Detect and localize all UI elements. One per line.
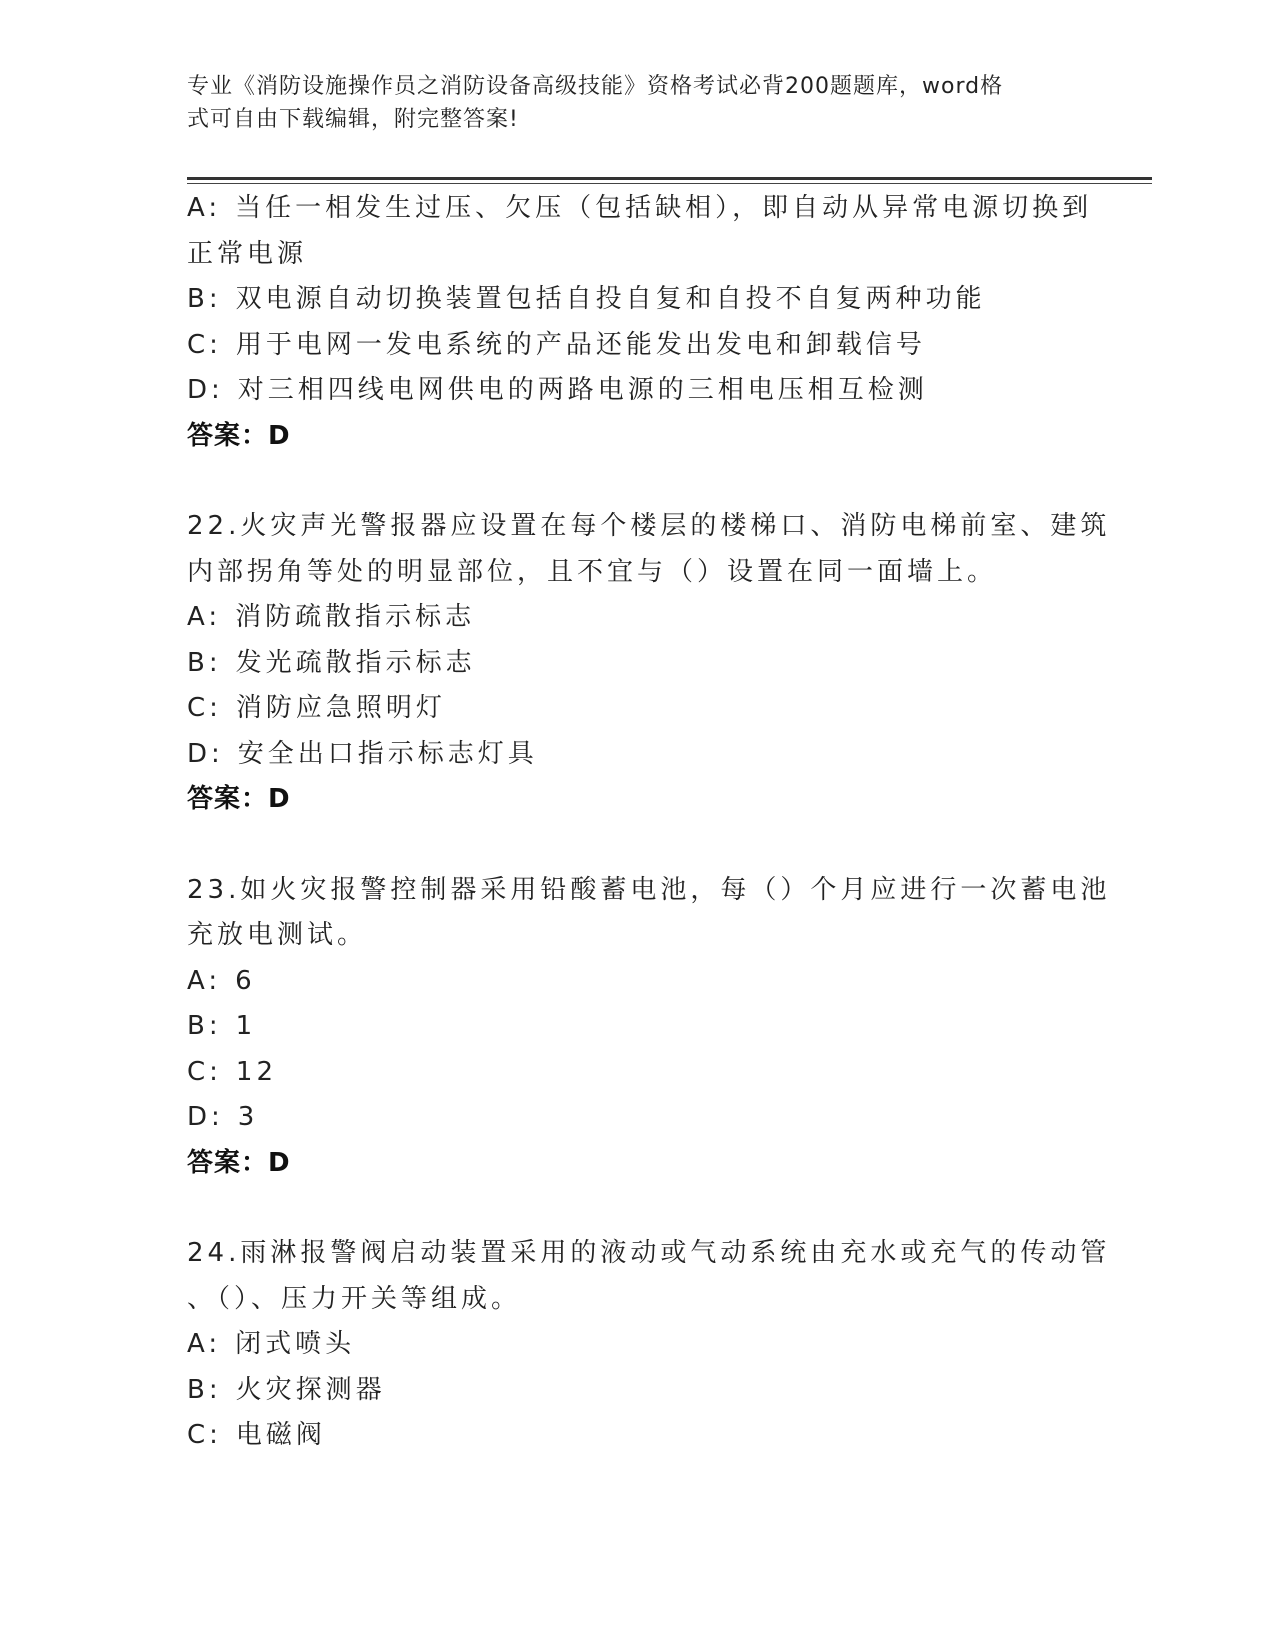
answer-line: 答案：D [187,784,291,814]
question-21-continued [187,186,1092,459]
option-text: 双电源自动切换装置包括自投自复和自投不自复两种功能 [235,284,986,314]
question-23 [187,868,1111,1187]
option-label: D: [187,375,224,405]
header-line-1: 专业《消防设施操作员之消防设备高级技能》资格考试必背200题题库，word格 [187,74,1004,99]
question-stem: 22.火灾声光警报器应设置在每个楼层的楼梯口、消防电梯前室、建筑 [187,511,1111,541]
option-label: C: [187,329,222,360]
option-d [187,368,1092,414]
option-text: 12 [235,1056,278,1087]
question-stem-continued: 内部拐角等处的明显部位，且不宜与（）设置在同一面墙上。 [187,556,998,587]
option-text: 发光疏散指示标志 [235,647,476,678]
option-label: A: [187,602,222,632]
option-c [187,686,1092,732]
option-text: 3 [237,1102,259,1132]
option-a-continued [187,232,1092,278]
option-text: 电磁阀 [235,1420,326,1450]
option-a [187,186,1092,232]
option-text: 正常电源 [187,238,308,269]
answer-line: 答案：D [187,420,291,451]
question-list [187,186,1111,1459]
option-label: A: [187,965,222,996]
option-text: 当任一相发生过压、欠压（包括缺相），即自动从异常电源切换到 [235,193,1093,223]
option-text: 安全出口指示标志灯具 [237,738,538,769]
option-b [187,1004,1092,1050]
option-text: 消防应急照明灯 [235,693,446,723]
option-text: 闭式喷头 [235,1329,356,1359]
option-c [187,323,1092,369]
document-header [187,70,1067,136]
option-label: A: [187,193,222,223]
option-text: 6 [235,965,256,996]
header-line-2: 式可自由下载编辑，附完整答案! [187,107,519,132]
option-label: C: [187,693,222,723]
option-label: D: [187,1102,224,1132]
option-text: 对三相四线电网供电的两路电源的三相电压相互检测 [237,375,928,405]
question-stem: 24.雨淋报警阀启动装置采用的液动或气动系统由充水或充气的传动管 [187,1238,1111,1268]
option-text: 消防疏散指示标志 [235,602,476,632]
option-b [187,277,1092,323]
option-b [187,641,1092,687]
option-label: C: [187,1420,222,1450]
option-label: B: [187,647,222,678]
option-label: B: [187,1374,222,1405]
option-a [187,959,1092,1005]
option-d [187,732,1092,778]
option-label: A: [187,1329,222,1359]
option-text: 火灾探测器 [235,1374,386,1405]
option-a [187,595,1092,641]
question-24 [187,1231,1111,1459]
question-stem-continued: 、（）、压力开关等组成。 [187,1283,522,1314]
question-stem: 23.如火灾报警控制器采用铅酸蓄电池，每（）个月应进行一次蓄电池 [187,874,1111,905]
header-divider-thick [187,177,1152,180]
question-22 [187,504,1111,823]
option-label: D: [187,738,224,769]
option-d [187,1095,1092,1141]
option-label: B: [187,284,222,314]
option-a [187,1322,1092,1368]
option-text: 1 [235,1011,257,1041]
option-label: B: [187,1011,222,1041]
header-divider-thin [187,183,1152,184]
option-text: 用于电网一发电系统的产品还能发出发电和卸载信号 [235,329,926,360]
option-label: C: [187,1056,222,1087]
option-c [187,1413,1092,1459]
option-b [187,1368,1092,1414]
answer-line: 答案：D [187,1147,291,1178]
option-c [187,1050,1092,1096]
question-stem-continued: 充放电测试。 [187,920,368,950]
